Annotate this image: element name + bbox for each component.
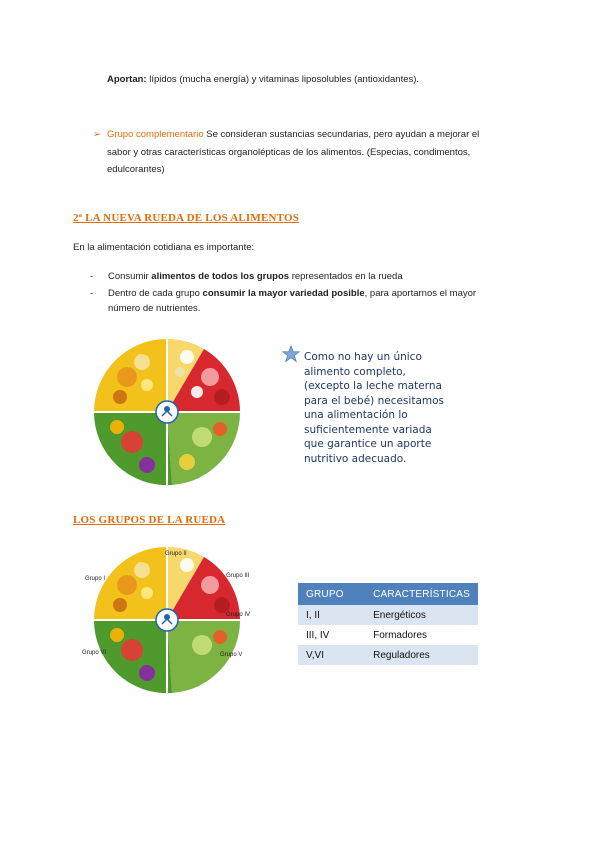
section-intro: En la alimentación cotidiana es importante:: [73, 242, 255, 253]
callout-line: que garantice un aporte: [304, 438, 432, 450]
table-row: [298, 625, 478, 645]
table-cell: I, II: [298, 605, 365, 625]
callout-line: Como no hay un único: [304, 351, 422, 363]
wheel-label-group-5: Grupo V: [220, 652, 243, 658]
bullet-line1: Se consideran sustancias secundarias, pero ayudan a mejorar el: [203, 129, 480, 140]
list-item-bold: consumir la mayor variedad posible: [202, 288, 365, 299]
list-item-pre: Consumir: [108, 271, 152, 282]
arrow-bullet-icon: ➢: [93, 129, 101, 140]
table-row: [298, 645, 478, 665]
groups-table-container: [298, 583, 478, 665]
food-wheel-image: [92, 337, 242, 487]
list-item-cont: número de nutrientes.: [108, 303, 201, 314]
table-header: CARACTERÍSTICAS: [365, 583, 478, 605]
list-item-pre: Dentro de cada grupo: [108, 288, 203, 299]
complementary-bullet: [93, 127, 523, 143]
callout-text: [304, 350, 494, 466]
list-item-post: representados en la rueda: [289, 271, 403, 282]
callout-line: para el bebé) necesitamos: [304, 394, 444, 407]
wheel-label-group-2: Grupo II: [165, 551, 187, 557]
callout-line: una alimentación lo: [304, 409, 408, 421]
callout-line: suficientemente variada: [304, 423, 432, 436]
list-item: [108, 269, 403, 285]
table-cell: III, IV: [298, 625, 365, 645]
callout-line: (excepto la leche materna: [304, 380, 442, 392]
list-item: [108, 286, 476, 302]
bullet-title: Grupo complementario: [106, 129, 204, 140]
table-cell: Formadores: [365, 625, 478, 645]
wheel-label-group-6: Grupo VI: [82, 650, 107, 656]
section-heading-wheel: 2ª LA NUEVA RUEDA DE LOS ALIMENTOS: [73, 212, 300, 224]
table-cell: Reguladores: [365, 645, 478, 665]
wheel-label-group-4: Grupo IV: [226, 612, 251, 618]
bullet-line2: sabor y otras características organolépticas de los alimentos. (Especias, condimentos,: [107, 147, 471, 158]
table-row: [298, 605, 478, 625]
aportan-label: Aportan:: [107, 74, 147, 85]
aportan-text: lípidos (mucha energía) y vitaminas liposolubles (antioxidantes).: [146, 74, 420, 85]
groups-wheel-image: [85, 545, 250, 695]
list-item-dash: -: [90, 271, 94, 282]
table-header: GRUPO: [298, 583, 365, 605]
table-header-row: [298, 583, 478, 605]
bullet-line3: edulcorantes): [107, 164, 165, 175]
list-item-post: , para aportarnos el mayor: [364, 288, 477, 299]
table-cell: Energéticos: [365, 605, 478, 625]
aportan-line: [107, 72, 419, 88]
callout-line: nutritivo adecuado.: [304, 452, 407, 465]
table-cell: V,VI: [298, 645, 365, 665]
wheel-label-group-1: Grupo I: [85, 576, 106, 582]
list-item-dash: -: [90, 288, 94, 299]
wheel-label-group-3: Grupo III: [226, 573, 250, 579]
section-heading-groups: LOS GRUPOS DE LA RUEDA: [73, 514, 226, 526]
callout-line: alimento completo,: [304, 365, 406, 378]
star-icon: [282, 345, 300, 363]
groups-table: [298, 583, 478, 665]
list-item-bold: alimentos de todos los grupos: [151, 271, 290, 282]
